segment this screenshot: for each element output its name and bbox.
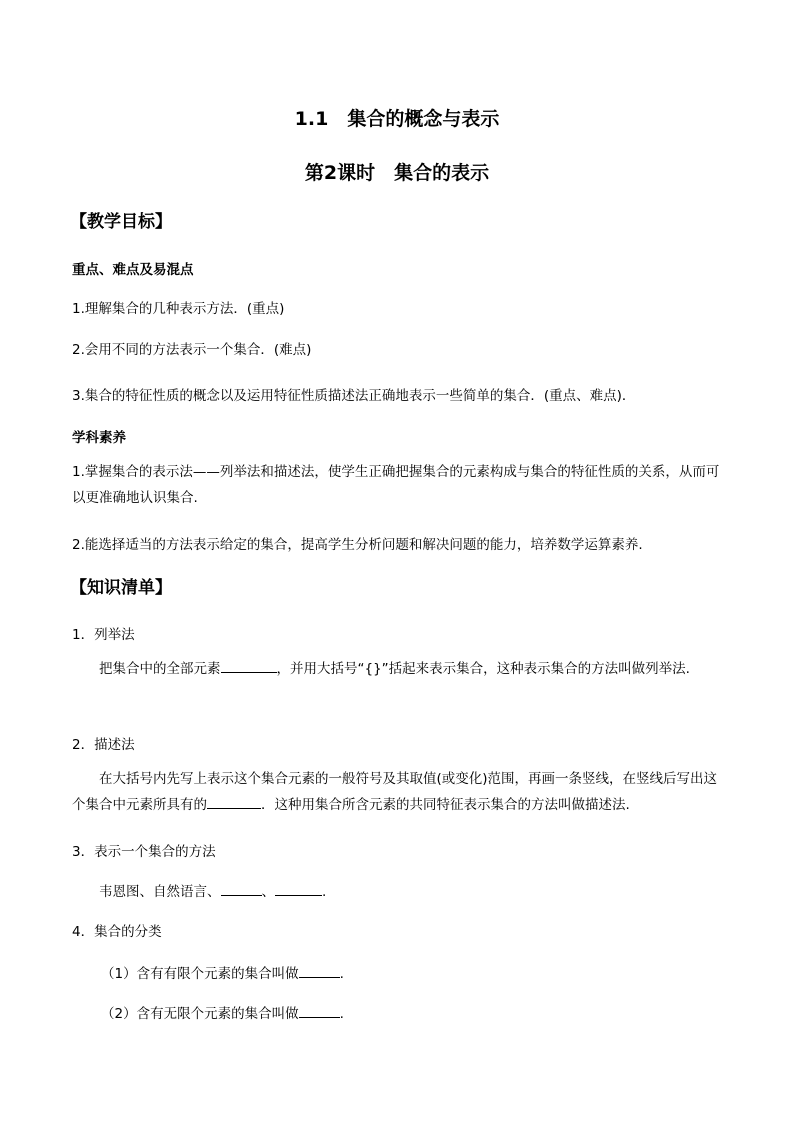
item3-separator: 、 <box>261 884 275 900</box>
item1-text <box>72 656 724 682</box>
item3-text-a: 韦恩图、自然语言、 <box>99 884 221 900</box>
key-points-heading: 重点、难点及易混点 <box>72 262 194 278</box>
item3-end: . <box>322 884 327 900</box>
item2-text-b: ．这种用集合所含元素的共同特征表示集合的方法叫做描述法. <box>261 797 630 813</box>
item1-text-a: 把集合中的全部元素 <box>99 661 221 677</box>
section-heading-objectives: 【教学目标】 <box>70 212 172 232</box>
item4-title: 4．集合的分类 <box>72 924 162 940</box>
item3-title: 3．表示一个集合的方法 <box>72 844 216 860</box>
item3-text <box>99 880 326 900</box>
key-point-2: 2.会用不同的方法表示一个集合．(难点) <box>72 342 312 358</box>
item4-sub1 <box>101 962 344 982</box>
key-point-3: 3.集合的特征性质的概念以及运用特征性质描述法正确地表示一些简单的集合．(重点、难点)． <box>72 388 636 404</box>
page-subtitle: 第2课时 集合的表示 <box>304 162 490 184</box>
key-point-1: 1.理解集合的几种表示方法．(重点) <box>72 301 285 317</box>
item4-sub1-text: （1）含有有限个元素的集合叫做 <box>101 966 299 982</box>
section-heading-knowledge: 【知识清单】 <box>70 578 172 598</box>
literacy-heading: 学科素养 <box>72 430 126 446</box>
fill-blank[interactable] <box>299 1005 340 1018</box>
item2-text <box>72 766 724 818</box>
fill-blank[interactable] <box>275 883 322 896</box>
fill-blank[interactable] <box>221 883 262 896</box>
item2-title: 2．描述法 <box>72 737 135 753</box>
period: . <box>339 1006 344 1022</box>
page-title: 1.1 集合的概念与表示 <box>294 108 500 130</box>
item4-sub2-text: （2）含有无限个元素的集合叫做 <box>101 1006 299 1022</box>
item1-title: 1．列举法 <box>72 627 135 643</box>
literacy-item-1: 1.掌握集合的表示法——列举法和描述法，使学生正确把握集合的元素构成与集合的特征性质的关系，从而可以更准确地认识集合. <box>72 464 720 506</box>
period: . <box>339 966 344 982</box>
item4-sub2 <box>101 1002 344 1022</box>
fill-blank[interactable] <box>207 796 261 809</box>
item1-text-b: ，并用大括号“{}”括起来表示集合，这种表示集合的方法叫做列举法. <box>276 661 690 677</box>
item2-text-a: 在大括号内先写上表示这个集合元素的一般符号及其取值(或变化)范围，再画一条竖线，在竖线后写出这个集合中元素所具有的 <box>72 771 718 813</box>
fill-blank[interactable] <box>299 965 340 978</box>
fill-blank[interactable] <box>221 660 277 673</box>
literacy-item-2: 2.能选择适当的方法表示给定的集合，提高学生分析问题和解决问题的能力，培养数学运算素养. <box>72 537 643 553</box>
